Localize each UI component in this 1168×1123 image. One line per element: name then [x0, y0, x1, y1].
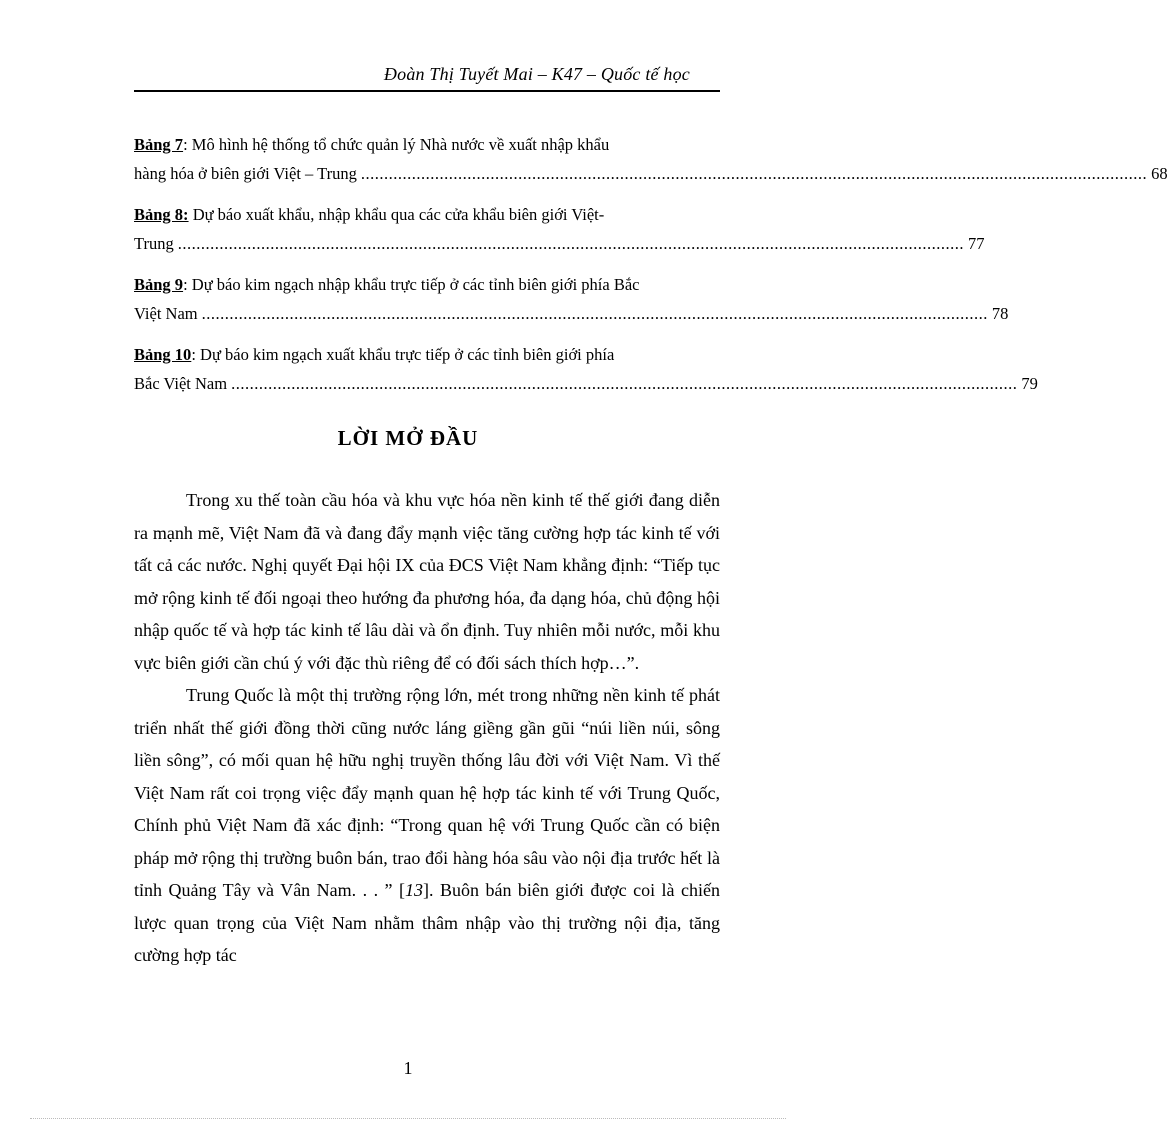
toc-label: Bảng 8: — [134, 205, 189, 224]
toc-leader-dots: .......................................................................................................................................................................... — [201, 304, 988, 323]
body-text — [134, 484, 720, 972]
citation-ref: 13 — [405, 880, 424, 900]
toc-title-line1: Dự báo xuất khẩu, nhập khẩu qua các cửa khẩu biên giới Việt- — [188, 205, 605, 224]
toc-title-line2: Bắc Việt Nam — [134, 374, 228, 393]
toc-title-line1: : Dự báo kim ngạch nhập khẩu trực tiếp ở các tỉnh biên giới phía Bắc — [183, 275, 640, 294]
table-list — [134, 130, 1168, 410]
toc-label: Bảng 7 — [134, 135, 184, 154]
toc-entry-bang-9[interactable] — [134, 270, 1009, 328]
toc-label: Bảng 9 — [134, 275, 184, 294]
toc-page-number: 78 — [991, 304, 1009, 323]
header-author-text: Đoàn Thị Tuyết Mai – K47 – Quốc tế học — [383, 64, 690, 84]
toc-page-number: 77 — [968, 234, 985, 253]
page-header — [134, 64, 720, 92]
toc-title-line2: Trung — [134, 234, 174, 253]
paragraph-2-text: Trung Quốc là một thị trường rộng lớn, mét trong những nền kinh tế phát triển nhất thế giới đồng thời cũng nước láng giềng gần gũi “núi liền núi, sông liền sông”, có mối quan hệ hữu nghị truyền thống lâu đời với Việt Nam. Vì thế Việt Nam rất coi trọng việc đẩy mạnh quan hệ hợp tác kinh tế với Trung Quốc, Chính phủ Việt Nam đã xác định: “Trong quan hệ với Trung Quốc cần có biện pháp mở rộng thị trường buôn bán, trao đổi hàng hóa sâu vào nội địa trước hết là tỉnh Quảng Tây và Vân Nam. . . ” [ — [134, 685, 720, 900]
header-rule — [134, 90, 720, 92]
paragraph-1: Trong xu thế toàn cầu hóa và khu vực hóa nền kinh tế thế giới đang diễn ra mạnh mẽ, Việt Nam đã và đang đẩy mạnh việc tăng cường hợp tác kinh tế với tất cả các nước. Nghị quyết Đại hội IX của ĐCS Việt Nam khẳng định: “Tiếp tục mở rộng kinh tế đối ngoại theo hướng đa phương hóa, đa dạng hóa, chủ động hội nhập quốc tế và hợp tác kinh tế lâu dài và ổn định. Tuy nhiên mỗi nước, mỗi khu vực biên giới cần chú ý với đặc thù riêng để có đối sách thích hợp…”. — [134, 490, 720, 673]
toc-title-line2: Việt Nam — [134, 304, 198, 323]
toc-leader-dots: .......................................................................................................................................................................... — [231, 374, 1018, 393]
toc-page-number: 79 — [1021, 374, 1038, 393]
toc-page-number: 68 — [1151, 164, 1168, 183]
toc-leader-dots: .......................................................................................................................................................................... — [177, 234, 964, 253]
toc-entry-bang-8[interactable] — [134, 200, 985, 258]
page-bottom-border — [30, 1118, 786, 1119]
toc-title-line1: : Dự báo kim ngạch xuất khẩu trực tiếp ở các tỉnh biên giới phía — [191, 345, 615, 364]
toc-entry-bang-10[interactable] — [134, 340, 1038, 398]
toc-title-line2: hàng hóa ở biên giới Việt – Trung — [134, 164, 357, 183]
toc-leader-dots: .......................................................................................................................................................................... — [360, 164, 1148, 183]
toc-entry-bang-7[interactable] — [134, 130, 1168, 188]
paragraph-2 — [134, 679, 720, 972]
toc-title-line1: : Mô hình hệ thống tổ chức quản lý Nhà nước về xuất nhập khẩu — [183, 135, 610, 154]
page-number: 1 — [403, 1058, 413, 1078]
toc-label: Bảng 10 — [134, 345, 192, 364]
paragraph-2-text-cont: ]. Buôn bán biên giới được coi là chiến lược quan trọng của Việt Nam nhằm thâm nhập vào thị trường nội địa, tăng cường hợp tác — [134, 880, 720, 965]
section-title: LỜI MỞ ĐẦU — [337, 426, 479, 450]
